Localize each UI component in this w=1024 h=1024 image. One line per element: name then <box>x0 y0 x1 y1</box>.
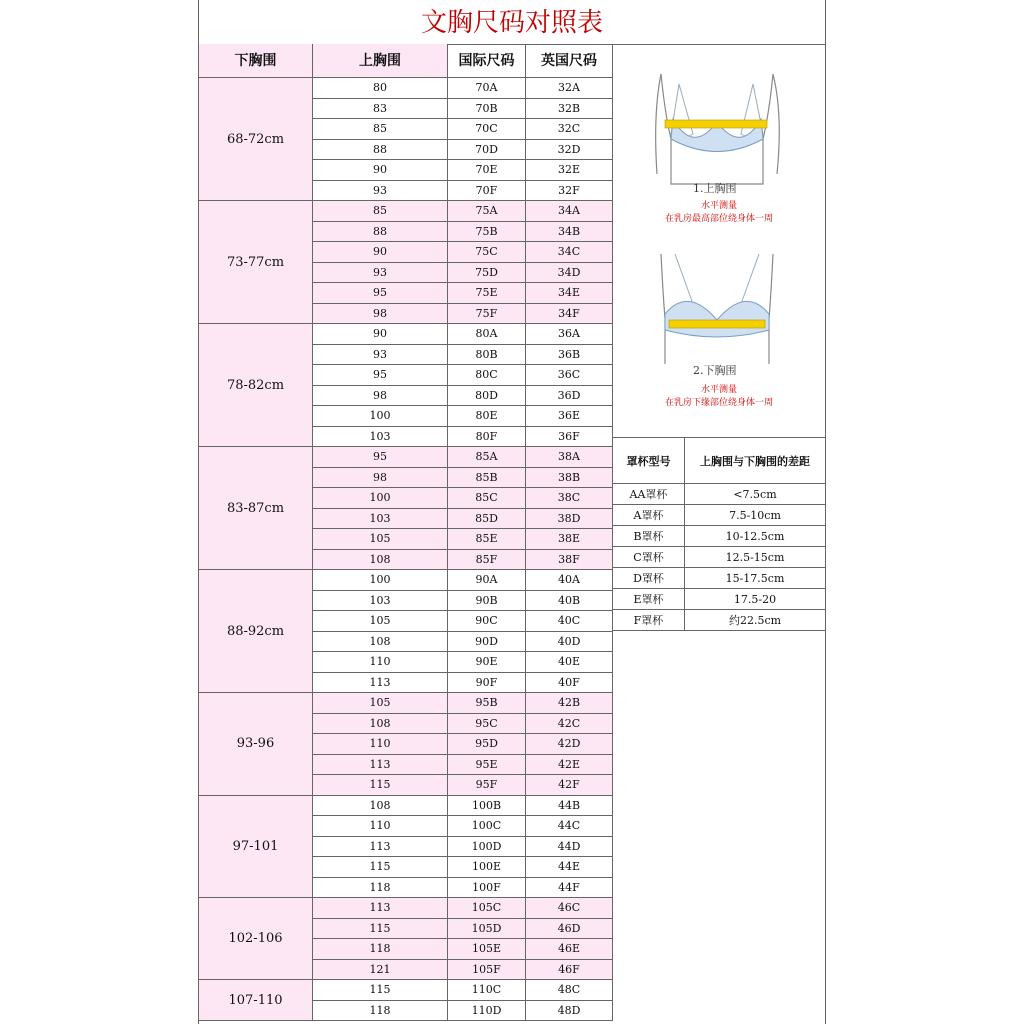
overbust-cell: 98 <box>313 468 448 488</box>
overbust-cell: 100 <box>313 570 448 590</box>
uk-size-cell: 34F <box>526 304 613 324</box>
table-row <box>313 283 613 304</box>
uk-size-cell: 42B <box>526 693 613 713</box>
overbust-cell: 105 <box>313 693 448 713</box>
table-row <box>313 837 613 858</box>
overbust-cell: 90 <box>313 242 448 262</box>
table-row <box>313 468 613 489</box>
intl-size-cell: 95F <box>448 775 526 795</box>
underbust-group-label: 88-92cm <box>199 570 313 693</box>
overbust-cell: 90 <box>313 160 448 180</box>
cup-row <box>613 610 825 631</box>
uk-size-cell: 44B <box>526 796 613 816</box>
overbust-cell: 95 <box>313 447 448 467</box>
table-row <box>313 509 613 530</box>
overbust-cell: 88 <box>313 222 448 242</box>
table-row <box>313 427 613 448</box>
header-underbust: 下胸围 <box>199 44 313 78</box>
uk-size-cell: 48C <box>526 980 613 1000</box>
intl-size-cell: 90E <box>448 652 526 672</box>
intl-size-cell: 80E <box>448 406 526 426</box>
overbust-cell: 85 <box>313 201 448 221</box>
uk-size-cell: 40D <box>526 632 613 652</box>
uk-size-cell: 32E <box>526 160 613 180</box>
cup-table-header <box>613 438 825 484</box>
uk-size-cell: 32A <box>526 78 613 98</box>
intl-size-cell: 100C <box>448 816 526 836</box>
uk-size-cell: 42C <box>526 714 613 734</box>
uk-size-cell: 42F <box>526 775 613 795</box>
uk-size-cell: 36D <box>526 386 613 406</box>
cup-size-table <box>613 438 825 631</box>
intl-size-cell: 100F <box>448 878 526 898</box>
table-row <box>313 591 613 612</box>
table-row <box>313 775 613 796</box>
overbust-cell: 110 <box>313 816 448 836</box>
overbust-cell: 98 <box>313 304 448 324</box>
uk-size-cell: 44F <box>526 878 613 898</box>
intl-size-cell: 80F <box>448 427 526 447</box>
uk-size-cell: 44E <box>526 857 613 877</box>
intl-size-cell: 85F <box>448 550 526 570</box>
underbust-group-label: 107-110 <box>199 980 313 1021</box>
uk-size-cell: 36F <box>526 427 613 447</box>
intl-size-cell: 70B <box>448 99 526 119</box>
table-row <box>313 447 613 468</box>
intl-size-cell: 105C <box>448 898 526 918</box>
table-row <box>313 242 613 263</box>
measurement-illustration <box>613 44 825 438</box>
overbust-cell: 88 <box>313 140 448 160</box>
table-row <box>313 324 613 345</box>
header-intl-size: 国际尺码 <box>448 44 526 78</box>
overbust-cell: 113 <box>313 755 448 775</box>
intl-size-cell: 70C <box>448 119 526 139</box>
intl-size-cell: 105F <box>448 960 526 980</box>
cup-type-cell: D罩杯 <box>613 568 685 588</box>
intl-size-cell: 95C <box>448 714 526 734</box>
header-uk-size: 英国尺码 <box>526 44 613 78</box>
table-row <box>313 673 613 694</box>
intl-size-cell: 95E <box>448 755 526 775</box>
intl-size-cell: 85D <box>448 509 526 529</box>
overbust-cell: 115 <box>313 775 448 795</box>
table-row <box>313 714 613 735</box>
intl-size-cell: 80B <box>448 345 526 365</box>
underbust-group-label: 68-72cm <box>199 78 313 201</box>
table-row <box>313 919 613 940</box>
uk-size-cell: 38E <box>526 529 613 549</box>
intl-size-cell: 80A <box>448 324 526 344</box>
cup-difference-cell: 10-12.5cm <box>725 529 785 543</box>
table-row <box>313 898 613 919</box>
table-row <box>313 386 613 407</box>
overbust-cell: 85 <box>313 119 448 139</box>
cup-type-cell: F罩杯 <box>613 610 685 630</box>
intl-size-cell: 95B <box>448 693 526 713</box>
intl-size-cell: 80D <box>448 386 526 406</box>
intl-size-cell: 110D <box>448 1001 526 1021</box>
size-chart-sheet <box>198 0 826 1024</box>
table-row <box>313 632 613 653</box>
overbust-cell: 103 <box>313 427 448 447</box>
uk-size-cell: 38D <box>526 509 613 529</box>
table-row <box>313 263 613 284</box>
intl-size-cell: 70A <box>448 78 526 98</box>
overbust-cell: 118 <box>313 1001 448 1021</box>
table-row <box>313 693 613 714</box>
note-overbust-a: 水平测量 <box>700 201 737 211</box>
intl-size-cell: 70D <box>448 140 526 160</box>
overbust-cell: 115 <box>313 857 448 877</box>
cup-difference-cell: 约22.5cm <box>728 614 782 627</box>
table-row <box>313 734 613 755</box>
uk-size-cell: 32F <box>526 181 613 201</box>
overbust-cell: 108 <box>313 714 448 734</box>
header-overbust: 上胸围 <box>313 44 448 78</box>
underbust-group-label: 102-106 <box>199 898 313 980</box>
overbust-cell: 113 <box>313 898 448 918</box>
table-row <box>313 570 613 591</box>
uk-size-cell: 44D <box>526 837 613 857</box>
intl-size-cell: 90C <box>448 611 526 631</box>
cup-header-difference: 上胸围与下胸围的差距 <box>700 454 810 468</box>
cup-row <box>613 526 825 547</box>
underbust-group-label: 73-77cm <box>199 201 313 324</box>
overbust-cell: 110 <box>313 734 448 754</box>
intl-size-cell: 70E <box>448 160 526 180</box>
overbust-cell: 80 <box>313 78 448 98</box>
overbust-cell: 110 <box>313 652 448 672</box>
overbust-cell: 95 <box>313 283 448 303</box>
intl-size-cell: 75C <box>448 242 526 262</box>
overbust-cell: 118 <box>313 878 448 898</box>
table-row <box>313 119 613 140</box>
uk-size-cell: 32D <box>526 140 613 160</box>
cup-difference-cell: 15-17.5cm <box>725 571 785 585</box>
overbust-cell: 93 <box>313 345 448 365</box>
intl-size-cell: 90A <box>448 570 526 590</box>
uk-size-cell: 36B <box>526 345 613 365</box>
intl-size-cell: 85C <box>448 488 526 508</box>
intl-size-cell: 80C <box>448 365 526 385</box>
uk-size-cell: 46E <box>526 939 613 959</box>
overbust-cell: 95 <box>313 365 448 385</box>
uk-size-cell: 46C <box>526 898 613 918</box>
table-row <box>313 529 613 550</box>
bra-diagram-icon <box>613 44 825 438</box>
table-row <box>313 406 613 427</box>
overbust-cell: 118 <box>313 939 448 959</box>
page-title: 文胸尺码对照表 <box>199 0 825 45</box>
intl-size-cell: 110C <box>448 980 526 1000</box>
cup-row <box>613 568 825 589</box>
uk-size-cell: 34D <box>526 263 613 283</box>
table-row <box>313 488 613 509</box>
uk-size-cell: 40B <box>526 591 613 611</box>
uk-size-cell: 34A <box>526 201 613 221</box>
cup-type-cell: B罩杯 <box>613 526 685 546</box>
cup-difference-cell: 17.5-20 <box>733 592 777 606</box>
uk-size-cell: 32B <box>526 99 613 119</box>
overbust-cell: 98 <box>313 386 448 406</box>
note-overbust-b: 在乳房最高部位绕身体一周 <box>664 214 773 224</box>
note-underbust-b: 在乳房下缘部位绕身体一周 <box>664 398 773 408</box>
uk-size-cell: 40F <box>526 673 613 693</box>
uk-size-cell: 46F <box>526 960 613 980</box>
cup-difference-cell: <7.5cm <box>733 487 777 501</box>
overbust-cell: 93 <box>313 181 448 201</box>
overbust-cell: 115 <box>313 980 448 1000</box>
overbust-cell: 105 <box>313 529 448 549</box>
uk-size-cell: 46D <box>526 919 613 939</box>
overbust-cell: 113 <box>313 837 448 857</box>
uk-size-cell: 34B <box>526 222 613 242</box>
cup-type-cell: A罩杯 <box>613 505 685 525</box>
uk-size-cell: 36A <box>526 324 613 344</box>
overbust-cell: 90 <box>313 324 448 344</box>
note-underbust-a: 水平测量 <box>700 385 737 395</box>
overbust-cell: 103 <box>313 509 448 529</box>
cup-row <box>613 484 825 505</box>
cup-type-cell: E罩杯 <box>613 589 685 609</box>
uk-size-cell: 42D <box>526 734 613 754</box>
cup-type-cell: C罩杯 <box>613 547 685 567</box>
uk-size-cell: 34E <box>526 283 613 303</box>
table-row <box>313 939 613 960</box>
overbust-cell: 103 <box>313 591 448 611</box>
table-row <box>313 550 613 571</box>
intl-size-cell: 105E <box>448 939 526 959</box>
intl-size-cell: 90D <box>448 632 526 652</box>
cup-header-type: 罩杯型号 <box>613 438 685 483</box>
uk-size-cell: 38A <box>526 447 613 467</box>
table-row <box>313 755 613 776</box>
table-row <box>313 99 613 120</box>
intl-size-cell: 100E <box>448 857 526 877</box>
table-row <box>313 816 613 837</box>
intl-size-cell: 70F <box>448 181 526 201</box>
intl-size-cell: 75B <box>448 222 526 242</box>
cup-row <box>613 547 825 568</box>
intl-size-cell: 85E <box>448 529 526 549</box>
table-row <box>313 181 613 202</box>
intl-size-cell: 95D <box>448 734 526 754</box>
cup-difference-cell: 7.5-10cm <box>729 508 781 522</box>
table-row <box>313 160 613 181</box>
uk-size-cell: 36E <box>526 406 613 426</box>
table-row <box>313 960 613 981</box>
overbust-cell: 108 <box>313 796 448 816</box>
table-row <box>313 980 613 1001</box>
table-row <box>313 796 613 817</box>
uk-size-cell: 36C <box>526 365 613 385</box>
intl-size-cell: 75A <box>448 201 526 221</box>
table-row <box>313 201 613 222</box>
uk-size-cell: 48D <box>526 1001 613 1021</box>
table-row <box>313 345 613 366</box>
overbust-cell: 83 <box>313 99 448 119</box>
cup-difference-cell: 12.5-15cm <box>725 550 785 564</box>
uk-size-cell: 32C <box>526 119 613 139</box>
intl-size-cell: 100B <box>448 796 526 816</box>
uk-size-cell: 38F <box>526 550 613 570</box>
caption-overbust: 1.上胸围 <box>693 182 737 195</box>
table-row <box>313 857 613 878</box>
overbust-cell: 113 <box>313 673 448 693</box>
underbust-group-label: 78-82cm <box>199 324 313 447</box>
underbust-group-label: 83-87cm <box>199 447 313 570</box>
table-row <box>313 140 613 161</box>
intl-size-cell: 75F <box>448 304 526 324</box>
overbust-cell: 108 <box>313 550 448 570</box>
table-row <box>313 365 613 386</box>
table-row <box>313 652 613 673</box>
uk-size-cell: 44C <box>526 816 613 836</box>
cup-type-cell: AA罩杯 <box>613 484 685 504</box>
intl-size-cell: 100D <box>448 837 526 857</box>
table-row <box>313 304 613 325</box>
uk-size-cell: 38C <box>526 488 613 508</box>
table-row <box>313 78 613 99</box>
overbust-cell: 100 <box>313 488 448 508</box>
cup-row <box>613 589 825 610</box>
table-row <box>313 1001 613 1022</box>
underbust-group-label: 97-101 <box>199 796 313 899</box>
uk-size-cell: 40A <box>526 570 613 590</box>
caption-underbust: 2.下胸围 <box>693 364 737 377</box>
overbust-cell: 105 <box>313 611 448 631</box>
table-row <box>313 878 613 899</box>
intl-size-cell: 85A <box>448 447 526 467</box>
intl-size-cell: 105D <box>448 919 526 939</box>
intl-size-cell: 90B <box>448 591 526 611</box>
overbust-cell: 108 <box>313 632 448 652</box>
underbust-group-label: 93-96 <box>199 693 313 796</box>
intl-size-cell: 75D <box>448 263 526 283</box>
table-row <box>313 611 613 632</box>
intl-size-cell: 85B <box>448 468 526 488</box>
overbust-cell: 121 <box>313 960 448 980</box>
uk-size-cell: 40E <box>526 652 613 672</box>
intl-size-cell: 90F <box>448 673 526 693</box>
uk-size-cell: 34C <box>526 242 613 262</box>
cup-row <box>613 505 825 526</box>
overbust-cell: 100 <box>313 406 448 426</box>
uk-size-cell: 40C <box>526 611 613 631</box>
overbust-cell: 93 <box>313 263 448 283</box>
uk-size-cell: 38B <box>526 468 613 488</box>
intl-size-cell: 75E <box>448 283 526 303</box>
table-row <box>313 222 613 243</box>
uk-size-cell: 42E <box>526 755 613 775</box>
overbust-cell: 115 <box>313 919 448 939</box>
